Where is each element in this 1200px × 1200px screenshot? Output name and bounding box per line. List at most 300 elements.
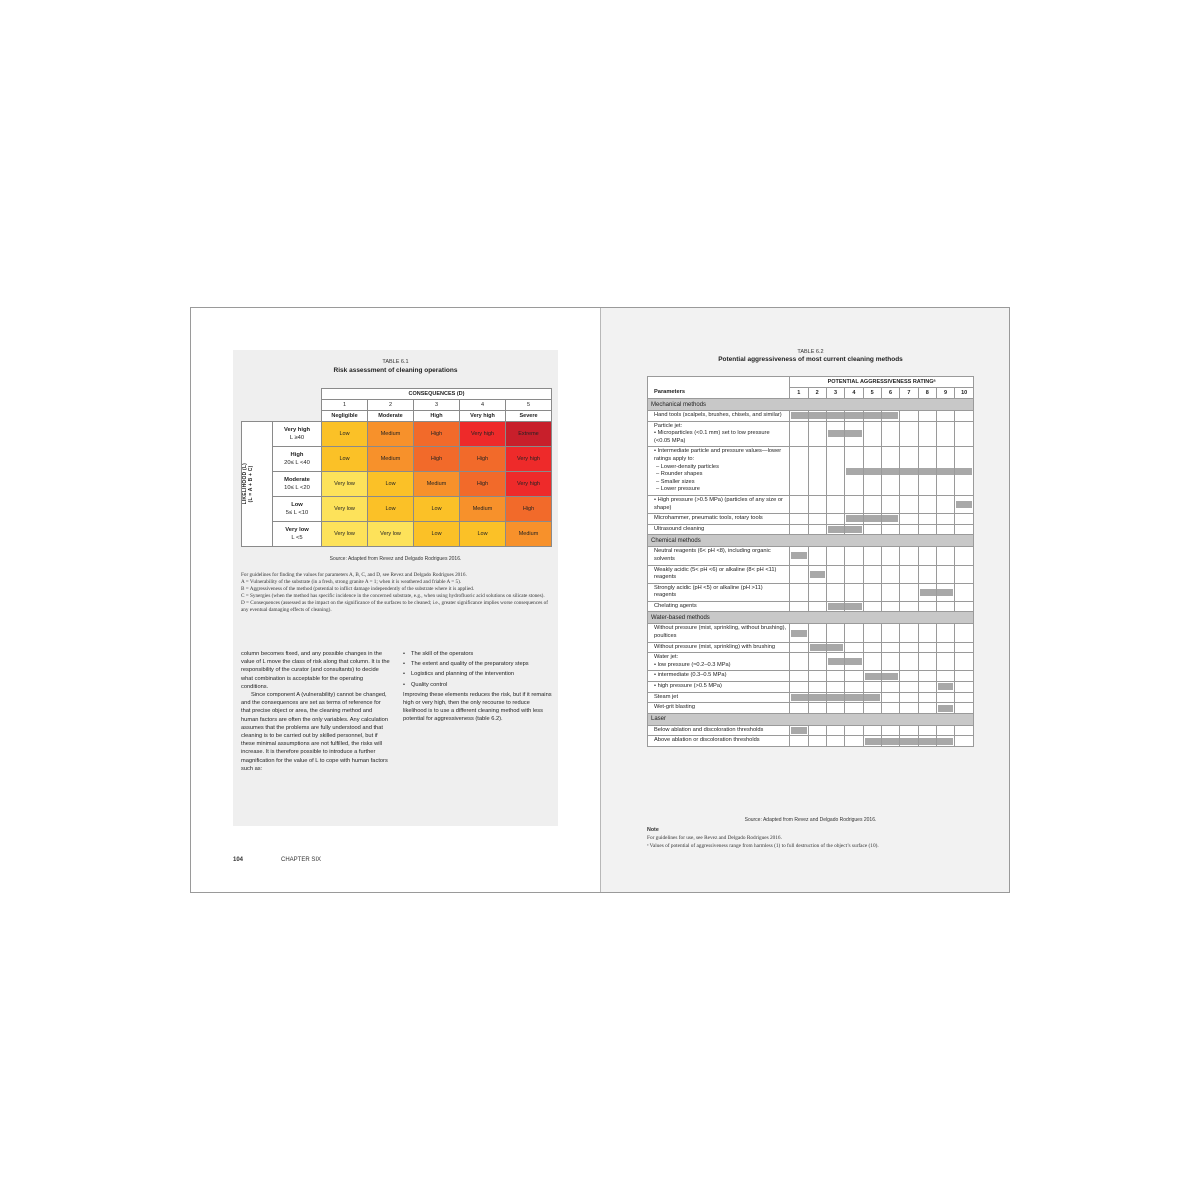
- rating-cell: [936, 565, 954, 583]
- rating-cell: [881, 524, 899, 535]
- rating-cell: [826, 565, 844, 583]
- method-row: [648, 703, 974, 714]
- rating-cell: [881, 514, 899, 525]
- risk-row: [242, 522, 552, 547]
- consequence-number: 1: [322, 400, 368, 411]
- method-label: [648, 514, 790, 525]
- risk-cell: Very high: [506, 472, 552, 497]
- rating-bar: [791, 552, 806, 559]
- rating-cell: [918, 514, 936, 525]
- rating-bar: [882, 673, 898, 680]
- rating-cell: [936, 514, 954, 525]
- rating-cell: [955, 692, 974, 703]
- rating-cell: [845, 682, 863, 693]
- rating-cell: [918, 495, 936, 513]
- rating-number: 3: [826, 388, 844, 399]
- risk-cell: Low: [368, 472, 414, 497]
- method-label: [648, 703, 790, 714]
- consequence-number: 2: [368, 400, 414, 411]
- rating-bar: [791, 630, 806, 637]
- rating-cell: [900, 601, 918, 612]
- rating-cell: [918, 601, 936, 612]
- method-row: [648, 514, 974, 525]
- rating-bar: [845, 658, 861, 665]
- rating-cell: [881, 565, 899, 583]
- risk-cell: Low: [414, 522, 460, 547]
- rating-number: 2: [808, 388, 826, 399]
- rating-cell: [826, 692, 844, 703]
- rating-bar: [882, 468, 899, 475]
- rating-cell: [918, 671, 936, 682]
- risk-cell: Very high: [506, 447, 552, 472]
- rating-cell: [936, 495, 954, 513]
- method-label-line: Ultrasound cleaning: [654, 525, 705, 532]
- rating-bar: [845, 603, 861, 610]
- likelihood-level: Very high: [283, 427, 311, 433]
- rating-cell: [790, 671, 808, 682]
- body-paragraph: column becomes fixed, and any possible changes in the value of L move the class of risk along that column. It is the responsibility of the curator (and consultants) to decide what combination is acceptable for the operating conditions.: [241, 651, 390, 690]
- risk-cell: High: [414, 447, 460, 472]
- rating-cell: [808, 524, 826, 535]
- rating-cell: [863, 583, 881, 601]
- rating-bar: [827, 412, 844, 419]
- body-paragraph: Improving these elements reduces the risk, but if it remains high or very high, then the only recourse to reduce likelihood is to use a different cleaning method with less potential for aggressiveness (table 6.2).: [403, 691, 552, 723]
- rating-cell: [955, 514, 974, 525]
- rating-cell: [900, 736, 918, 747]
- rating-cell: [863, 624, 881, 642]
- list-item: • The extent and quality of the preparatory steps: [403, 660, 553, 668]
- method-row: [648, 642, 974, 653]
- rating-cell: [900, 421, 918, 447]
- rating-cell: [863, 565, 881, 583]
- body-paragraph: Since component A (vulnerability) cannot be changed, and the consequences are set as terms of reference for that precise object or area, the cleaning method and human factors are often the only variables. Any calculation assumes that the problems are fully understood and that cleaning is to be carried out by skilled personnel, but if these minimal assumptions are not fulfilled, the risks will increase. It is therefore possible to introduce a further magnification for the value of L to cope with human factors such as:: [241, 692, 389, 772]
- method-label-line: – Lower-density particles: [656, 463, 719, 470]
- rating-cell: [900, 642, 918, 653]
- table-6-1-notes: [241, 572, 551, 614]
- method-label: [648, 565, 790, 583]
- rating-cell: [845, 447, 863, 496]
- rating-cell: [881, 725, 899, 736]
- rating-cell: [790, 524, 808, 535]
- method-label-line: Chelating agents: [654, 602, 697, 609]
- method-label: [648, 725, 790, 736]
- rating-cell: [863, 514, 881, 525]
- likelihood-row-label: [273, 497, 322, 522]
- rating-cell: [900, 692, 918, 703]
- rating-bar: [809, 694, 826, 701]
- rating-bar: [938, 705, 953, 712]
- risk-cell: Extreme: [506, 422, 552, 447]
- likelihood-row-label: [273, 472, 322, 497]
- rating-cell: [790, 692, 808, 703]
- method-row: [648, 524, 974, 535]
- method-label-line: Below ablation and discoloration thresholds: [654, 726, 764, 733]
- rating-cell: [881, 495, 899, 513]
- rating-cell: [881, 692, 899, 703]
- method-row: [648, 421, 974, 447]
- rating-cell: [863, 524, 881, 535]
- rating-cell: [826, 671, 844, 682]
- rating-cell: [936, 703, 954, 714]
- rating-bar: [864, 412, 881, 419]
- rating-cell: [918, 421, 936, 447]
- method-label-line: Steam jet: [654, 693, 679, 700]
- aggressiveness-table: [647, 376, 974, 747]
- rating-bar: [846, 468, 862, 475]
- rating-cell: [808, 565, 826, 583]
- rating-cell: [881, 736, 899, 747]
- table-6-1-label: TABLE 6.1: [382, 359, 409, 365]
- rating-cell: [881, 601, 899, 612]
- rating-cell: [826, 624, 844, 642]
- rating-bar: [882, 412, 898, 419]
- rating-cell: [918, 736, 936, 747]
- method-label-line: • high pressure (>0.5 MPa): [654, 683, 722, 690]
- risk-cell: Very low: [322, 497, 368, 522]
- rating-cell: [845, 524, 863, 535]
- rating-cell: [955, 601, 974, 612]
- likelihood-range: 20≤ L <40: [284, 460, 310, 466]
- rating-cell: [918, 583, 936, 601]
- method-row: [648, 692, 974, 703]
- method-row: [648, 447, 974, 496]
- rating-cell: [900, 624, 918, 642]
- consequence-label: Moderate: [368, 411, 414, 422]
- body-column-1: [241, 650, 391, 773]
- risk-cell: Low: [368, 497, 414, 522]
- rating-cell: [881, 411, 899, 422]
- risk-cell: Medium: [460, 497, 506, 522]
- rating-cell: [808, 447, 826, 496]
- section-row: [648, 535, 974, 547]
- rating-bar: [865, 738, 881, 745]
- rating-cell: [808, 642, 826, 653]
- rating-cell: [808, 583, 826, 601]
- human-factors-list: [403, 650, 553, 689]
- rating-cell: [936, 736, 954, 747]
- rating-cell: [790, 642, 808, 653]
- rating-cell: [900, 514, 918, 525]
- risk-row: [242, 422, 552, 447]
- method-label-line: Particle jet:: [654, 422, 683, 429]
- rating-cell: [900, 495, 918, 513]
- rating-cell: [863, 671, 881, 682]
- likelihood-range: 5≤ L <10: [285, 510, 309, 516]
- rating-cell: [900, 565, 918, 583]
- likelihood-level: Very low: [285, 527, 309, 533]
- list-item: • Quality control: [403, 681, 553, 689]
- rating-cell: [863, 692, 881, 703]
- method-label: [648, 692, 790, 703]
- rating-cell: [826, 601, 844, 612]
- rating-cell: [808, 703, 826, 714]
- risk-cell: Medium: [368, 447, 414, 472]
- rating-cell: [845, 703, 863, 714]
- note-heading: Note: [647, 827, 659, 833]
- rating-cell: [955, 495, 974, 513]
- risk-cell: Very low: [322, 472, 368, 497]
- rating-cell: [936, 411, 954, 422]
- rating-bar: [809, 412, 826, 419]
- rating-number: 9: [936, 388, 954, 399]
- rating-cell: [790, 514, 808, 525]
- rating-cell: [790, 682, 808, 693]
- left-panel: [233, 350, 558, 826]
- rating-bar: [828, 430, 844, 437]
- method-label: [648, 547, 790, 565]
- rating-cell: [881, 671, 899, 682]
- method-label: [648, 447, 790, 496]
- method-label: [648, 736, 790, 747]
- rating-bar: [791, 412, 807, 419]
- rating-cell: [936, 547, 954, 565]
- likelihood-axis-label: LIKELIHOOD (L): [242, 463, 248, 505]
- rating-cell: [863, 411, 881, 422]
- rating-cell: [863, 725, 881, 736]
- note-line: A = Vulnerability of the substrate (in a fresh, strong granite A = 1; when it is weathered and friable A = 5).: [241, 579, 462, 585]
- rating-cell: [936, 624, 954, 642]
- rating-cell: [863, 447, 881, 496]
- rating-number: 7: [900, 388, 918, 399]
- rating-cell: [918, 624, 936, 642]
- rating-cell: [845, 514, 863, 525]
- rating-cell: [955, 583, 974, 601]
- rating-bar: [937, 468, 954, 475]
- rating-cell: [808, 421, 826, 447]
- risk-cell: High: [414, 422, 460, 447]
- rating-cell: [881, 642, 899, 653]
- rating-cell: [845, 653, 863, 671]
- rating-cell: [881, 703, 899, 714]
- rating-cell: [826, 736, 844, 747]
- right-page: [601, 308, 1009, 892]
- method-label: [648, 495, 790, 513]
- section-label: Mechanical methods: [648, 399, 974, 411]
- risk-cell: Very high: [460, 422, 506, 447]
- rating-cell: [808, 411, 826, 422]
- rating-cell: [863, 736, 881, 747]
- rating-cell: [808, 653, 826, 671]
- rating-cell: [845, 642, 863, 653]
- rating-bar: [919, 738, 936, 745]
- risk-cell: Low: [322, 447, 368, 472]
- rating-bar: [938, 683, 953, 690]
- rating-cell: [918, 411, 936, 422]
- method-row: [648, 601, 974, 612]
- section-row: [648, 612, 974, 624]
- rating-cell: [918, 653, 936, 671]
- rating-cell: [900, 583, 918, 601]
- rating-cell: [918, 703, 936, 714]
- likelihood-level: Moderate: [284, 477, 310, 483]
- method-label-line: – Rounder shapes: [656, 471, 703, 478]
- consequence-label: High: [414, 411, 460, 422]
- rating-cell: [863, 421, 881, 447]
- likelihood-formula: (L = A + B + C): [248, 465, 254, 503]
- rating-cell: [936, 421, 954, 447]
- rating-cell: [826, 725, 844, 736]
- risk-cell: Low: [322, 422, 368, 447]
- rating-cell: [955, 447, 974, 496]
- rating-bar: [865, 673, 881, 680]
- rating-bar: [828, 603, 844, 610]
- method-row: [648, 682, 974, 693]
- note-line: D = Consequences (assessed as the impact on the significance of the surfaces to be cleaned; i.e., greater significance implies worse consequences of any eventual damaging effects of cleaning).: [241, 600, 549, 613]
- rating-cell: [918, 547, 936, 565]
- rating-cell: [790, 583, 808, 601]
- risk-cell: Low: [460, 522, 506, 547]
- rating-bar: [864, 515, 881, 522]
- method-label-line: Without pressure (mist, sprinkling) with brushing: [654, 643, 776, 650]
- note-line: B = Aggressiveness of the method (potential to inflict damage independently of the substrate where it is applied.: [241, 586, 475, 592]
- rating-cell: [900, 725, 918, 736]
- rating-cell: [955, 411, 974, 422]
- rating-number: 8: [918, 388, 936, 399]
- rating-cell: [955, 725, 974, 736]
- risk-cell: Medium: [368, 422, 414, 447]
- footnote: ᵃ Values of potential of aggressiveness range from harmless (1) to full destruction of the object’s surface (10).: [647, 843, 879, 849]
- rating-cell: [918, 692, 936, 703]
- likelihood-level: High: [290, 452, 304, 458]
- rating-cell: [863, 682, 881, 693]
- rating-number: 1: [790, 388, 808, 399]
- rating-number: 10: [955, 388, 974, 399]
- table-6-1-title: Risk assessment of cleaning operations: [333, 367, 458, 374]
- rating-cell: [900, 547, 918, 565]
- rating-cell: [790, 565, 808, 583]
- rating-bar: [937, 589, 953, 596]
- note-line: For guidelines for use, see Revez and Delgado Rodrigues 2016.: [647, 835, 782, 841]
- method-label-line: Neutral reagents (6< pH <8), including organic solvents: [654, 548, 771, 562]
- method-row: [648, 547, 974, 565]
- method-label: [648, 411, 790, 422]
- rating-cell: [881, 547, 899, 565]
- rating-cell: [826, 421, 844, 447]
- rating-cell: [808, 495, 826, 513]
- rating-bar: [791, 727, 806, 734]
- rating-cell: [845, 692, 863, 703]
- method-row: [648, 736, 974, 747]
- method-row: [648, 725, 974, 736]
- table-6-2-title: Potential aggressiveness of most current cleaning methods: [718, 356, 903, 363]
- rating-cell: [826, 547, 844, 565]
- rating-bar: [845, 526, 861, 533]
- rating-number: 4: [845, 388, 863, 399]
- risk-cell: High: [460, 472, 506, 497]
- risk-cell: Very low: [368, 522, 414, 547]
- method-label: [648, 682, 790, 693]
- rating-cell: [955, 682, 974, 693]
- rating-cell: [881, 624, 899, 642]
- rating-bar: [882, 738, 899, 745]
- rating-cell: [826, 583, 844, 601]
- rating-cell: [881, 447, 899, 496]
- rating-cell: [918, 524, 936, 535]
- page-number: 104: [233, 857, 244, 863]
- rating-cell: [863, 495, 881, 513]
- rating-cell: [826, 703, 844, 714]
- method-label: [648, 642, 790, 653]
- rating-cell: [918, 447, 936, 496]
- section-row: [648, 399, 974, 411]
- rating-cell: [808, 736, 826, 747]
- rating-cell: [955, 703, 974, 714]
- rating-cell: [936, 653, 954, 671]
- list-item: • Logistics and planning of the intervention: [403, 670, 553, 678]
- rating-cell: [790, 421, 808, 447]
- risk-cell: High: [460, 447, 506, 472]
- rating-cell: [936, 642, 954, 653]
- method-label: [648, 624, 790, 642]
- rating-bar: [845, 694, 862, 701]
- rating-cell: [808, 514, 826, 525]
- rating-bar: [937, 738, 953, 745]
- rating-cell: [826, 447, 844, 496]
- method-label-line: Hand tools (scalpels, brushes, chisels, and similar): [654, 412, 782, 418]
- rating-cell: [918, 725, 936, 736]
- rating-cell: [955, 524, 974, 535]
- rating-cell: [845, 495, 863, 513]
- rating-cell: [790, 736, 808, 747]
- section-label: Laser: [648, 713, 974, 725]
- rating-cell: [955, 624, 974, 642]
- rating-cell: [955, 565, 974, 583]
- method-label-line: Water jet:: [654, 654, 679, 661]
- rating-cell: [826, 653, 844, 671]
- method-label: [648, 601, 790, 612]
- rating-cell: [936, 682, 954, 693]
- method-label: [648, 671, 790, 682]
- book-spread: [190, 307, 1010, 893]
- risk-cell: High: [506, 497, 552, 522]
- rating-cell: [881, 583, 899, 601]
- rating-bar: [882, 515, 898, 522]
- left-page: [191, 308, 601, 892]
- rating-cell: [900, 447, 918, 496]
- rating-cell: [881, 421, 899, 447]
- risk-cell: Low: [414, 497, 460, 522]
- rating-cell: [900, 411, 918, 422]
- rating-cell: [808, 725, 826, 736]
- rating-cell: [863, 601, 881, 612]
- rating-cell: [881, 653, 899, 671]
- rating-bar: [955, 468, 972, 475]
- method-row: [648, 565, 974, 583]
- likelihood-range: L <5: [291, 535, 303, 541]
- risk-cell: Very low: [322, 522, 368, 547]
- rating-cell: [863, 642, 881, 653]
- risk-cell: Medium: [414, 472, 460, 497]
- rating-cell: [955, 547, 974, 565]
- rating-bar: [828, 658, 844, 665]
- rating-cell: [845, 583, 863, 601]
- rating-bar: [810, 644, 826, 651]
- rating-cell: [955, 421, 974, 447]
- method-label-line: Wet-grit blasting: [654, 704, 695, 711]
- rating-cell: [808, 601, 826, 612]
- chapter-label: CHAPTER SIX: [281, 857, 322, 863]
- rating-cell: [790, 547, 808, 565]
- rating-bar: [791, 694, 807, 701]
- rating-cell: [790, 495, 808, 513]
- rating-cell: [881, 682, 899, 693]
- consequence-label: Very high: [460, 411, 506, 422]
- rating-bar: [845, 430, 861, 437]
- rating-cell: [900, 671, 918, 682]
- method-label-line: Above ablation or discoloration thresholds: [654, 737, 760, 744]
- rating-cell: [790, 653, 808, 671]
- risk-row: [242, 447, 552, 472]
